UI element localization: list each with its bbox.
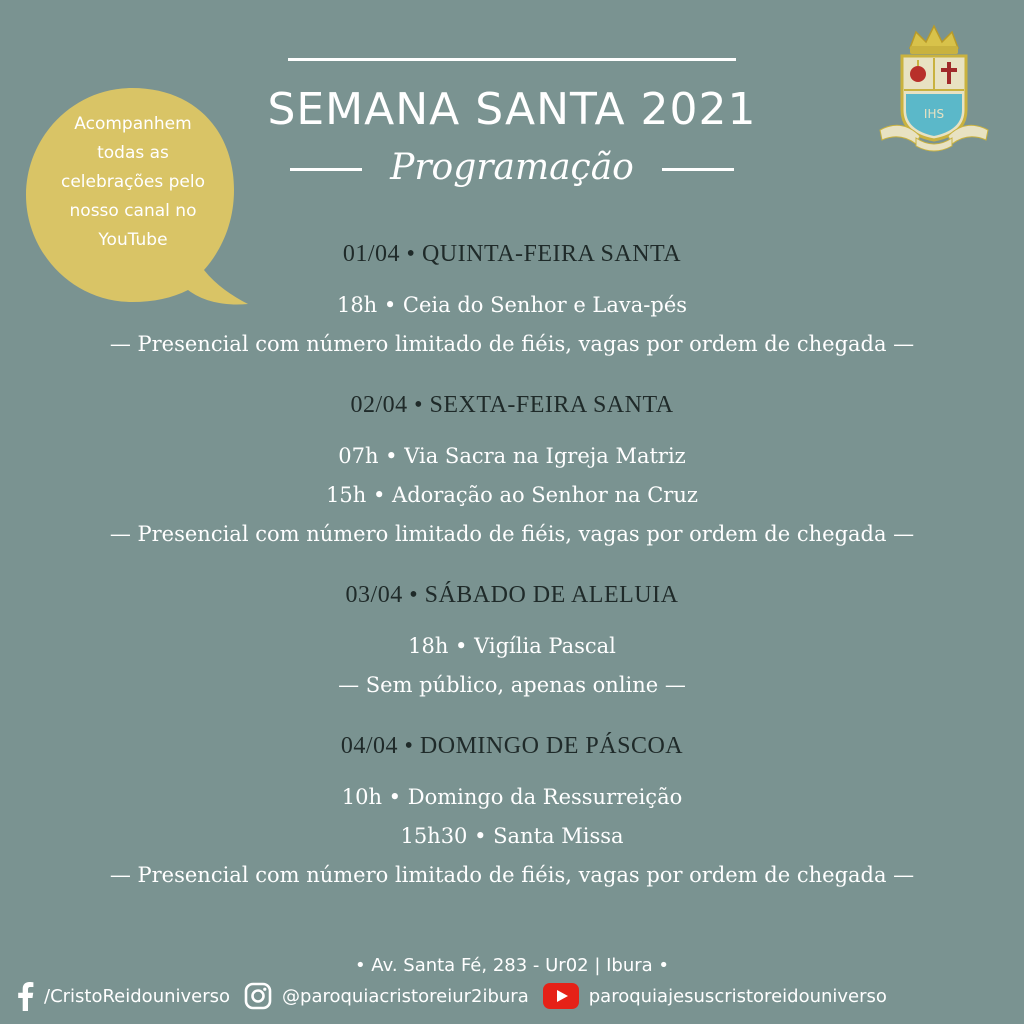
youtube-link[interactable]: paroquiajesuscristoreidouniverso [588,985,887,1007]
event-line: 18h • Ceia do Senhor e Lava-pés [336,293,688,317]
parish-address: • Av. Santa Fé, 283 - Ur02 | Ibura • [354,955,670,976]
event-line: 15h30 • Santa Missa [400,824,624,848]
subtitle-divider-right [662,168,734,171]
page-title: SEMANA SANTA 2021 [267,84,757,135]
subtitle-divider-left [290,168,362,171]
event-line: 18h • Vigília Pascal [408,634,616,658]
attendance-note: — Presencial com número limitado de fiéis, vagas por ordem de chegada — [109,522,915,546]
attendance-note: — Presencial com número limitado de fiéis, vagas por ordem de chegada — [109,863,915,887]
youtube-icon[interactable] [543,983,579,1009]
attendance-note: — Presencial com número limitado de fiéis, vagas por ordem de chegada — [109,332,915,356]
instagram-icon[interactable] [244,982,272,1010]
social-links [16,980,901,1012]
parish-crest-icon [872,18,996,154]
day-block [20,728,1004,895]
event-line: 07h • Via Sacra na Igreja Matriz [338,444,686,468]
event-line: 15h • Adoração ao Senhor na Cruz [326,483,698,507]
day-block [20,577,1004,705]
event-line: 10h • Domingo da Ressurreição [341,785,683,809]
youtube-invite-text: Acompanhem todas as celebrações pelo nosso canal no YouTube [60,114,206,250]
facebook-link[interactable]: /CristoReidouniverso [44,985,231,1007]
day-block [20,387,1004,554]
day-heading: 04/04 • DOMINGO DE PÁSCOA [340,733,684,759]
day-heading: 02/04 • SEXTA-FEIRA SANTA [350,392,674,418]
day-block [20,236,1004,364]
top-divider [288,58,736,61]
attendance-note: — Sem público, apenas online — [338,673,686,697]
crest-monogram: IHS [923,107,945,121]
day-heading: 01/04 • QUINTA-FEIRA SANTA [342,241,682,267]
page-subtitle: Programação [390,147,634,188]
facebook-icon[interactable] [16,981,34,1011]
instagram-link[interactable]: @paroquiacristoreiur2ibura [282,985,529,1007]
day-heading: 03/04 • SÁBADO DE ALELUIA [345,582,679,608]
schedule-list [20,236,1004,918]
